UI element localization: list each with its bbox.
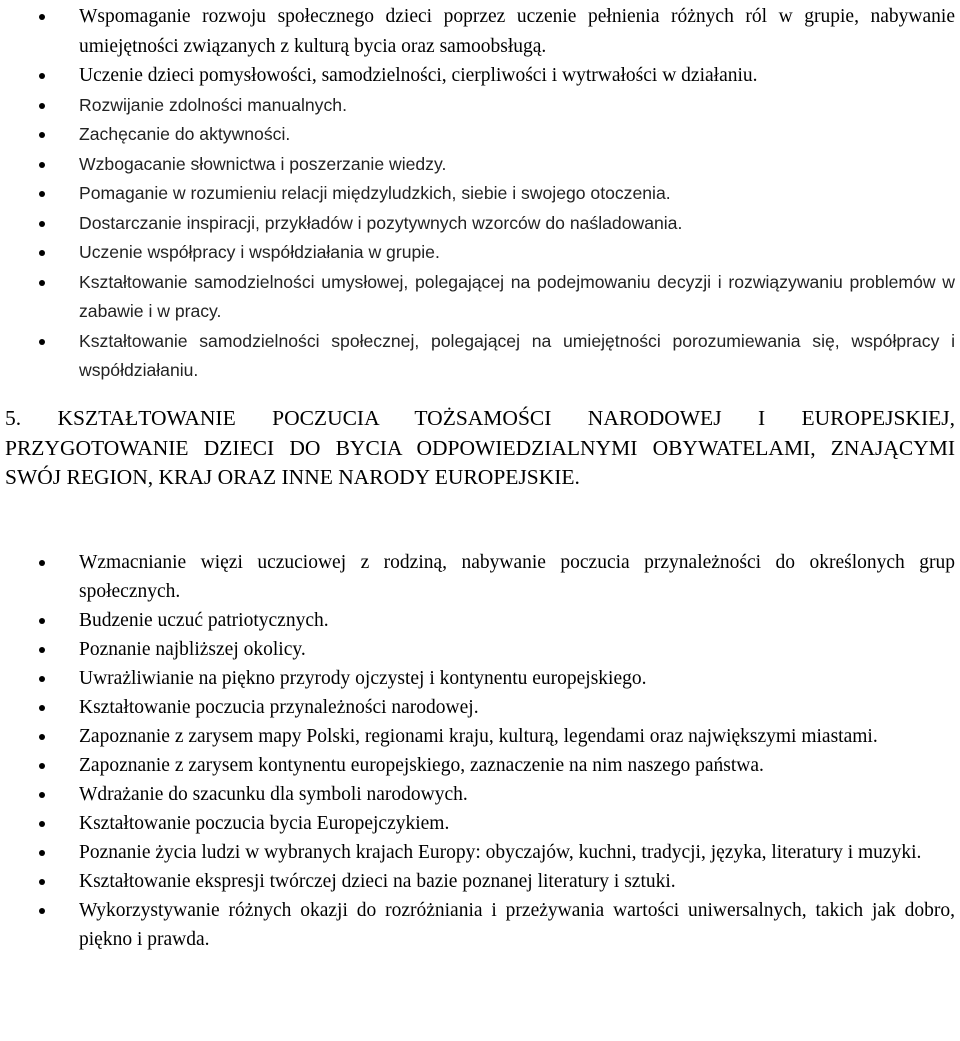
list-item: Pomaganie w rozumieniu relacji międzyludzkich, siebie i swojego otoczenia.	[0, 179, 960, 209]
list-item: Uczenie współpracy i współdziałania w grupie.	[0, 238, 960, 268]
section-5-list	[0, 548, 960, 954]
goals-list-top	[0, 2, 960, 386]
list-item: Kształtowanie poczucia przynależności narodowej.	[0, 693, 960, 722]
goals-list-sans	[0, 91, 960, 386]
list-item: Poznanie najbliższej okolicy.	[0, 635, 960, 664]
list-item: Wdrażanie do szacunku dla symboli narodowych.	[0, 780, 960, 809]
list-item: Uwrażliwianie na piękno przyrody ojczystej i kontynentu europejskiego.	[0, 664, 960, 693]
list-item: Uczenie dzieci pomysłowości, samodzielności, cierpliwości i wytrwałości w działaniu.	[0, 61, 960, 91]
list-item: Zapoznanie z zarysem mapy Polski, regionami kraju, kulturą, legendami oraz największymi miastami.	[0, 722, 960, 751]
list-item: Zapoznanie z zarysem kontynentu europejskiego, zaznaczenie na nim naszego państwa.	[0, 751, 960, 780]
list-item: Wspomaganie rozwoju społecznego dzieci poprzez uczenie pełnienia różnych ról w grupie, nabywanie umiejętności związanych z kulturą bycia oraz samoobsługą.	[0, 2, 960, 61]
list-item: Poznanie życia ludzi w wybranych krajach Europy: obyczajów, kuchni, tradycji, języka, literatury i muzyki.	[0, 838, 960, 867]
list-item: Rozwijanie zdolności manualnych.	[0, 91, 960, 121]
list-item: Wzbogacanie słownictwa i poszerzanie wiedzy.	[0, 150, 960, 180]
list-item: Kształtowanie samodzielności umysłowej, polegającej na podejmowaniu decyzji i rozwiązywaniu problemów w zabawie i w pracy.	[0, 268, 960, 327]
list-item: Wykorzystywanie różnych okazji do rozróżniania i przeżywania wartości uniwersalnych, takich jak dobro, piękno i prawda.	[0, 896, 960, 954]
list-item: Budzenie uczuć patriotycznych.	[0, 606, 960, 635]
list-item: Dostarczanie inspiracji, przykładów i pozytywnych wzorców do naśladowania.	[0, 209, 960, 239]
goals-list-serif	[0, 2, 960, 91]
list-item: Wzmacnianie więzi uczuciowej z rodziną, nabywanie poczucia przynależności do określonych grup społecznych.	[0, 548, 960, 606]
list-item: Zachęcanie do aktywności.	[0, 120, 960, 150]
list-item: Kształtowanie poczucia bycia Europejczykiem.	[0, 809, 960, 838]
section-5-heading: 5. KSZTAŁTOWANIE POCZUCIA TOŻSAMOŚCI NARODOWEJ I EUROPEJSKIEJ, PRZYGOTOWANIE DZIECI DO BYCIA ODPOWIEDZIALNYMI OBYWATELAMI, ZNAJĄCYMI SWÓJ REGION, KRAJ ORAZ INNE NARODY EUROPEJSKIE.	[5, 406, 955, 489]
list-item: Kształtowanie samodzielności społecznej, polegającej na umiejętności porozumiewania się, współpracy i współdziałaniu.	[0, 327, 960, 386]
list-item: Kształtowanie ekspresji twórczej dzieci na bazie poznanej literatury i sztuki.	[0, 867, 960, 896]
goals-list-section-5	[0, 548, 960, 954]
